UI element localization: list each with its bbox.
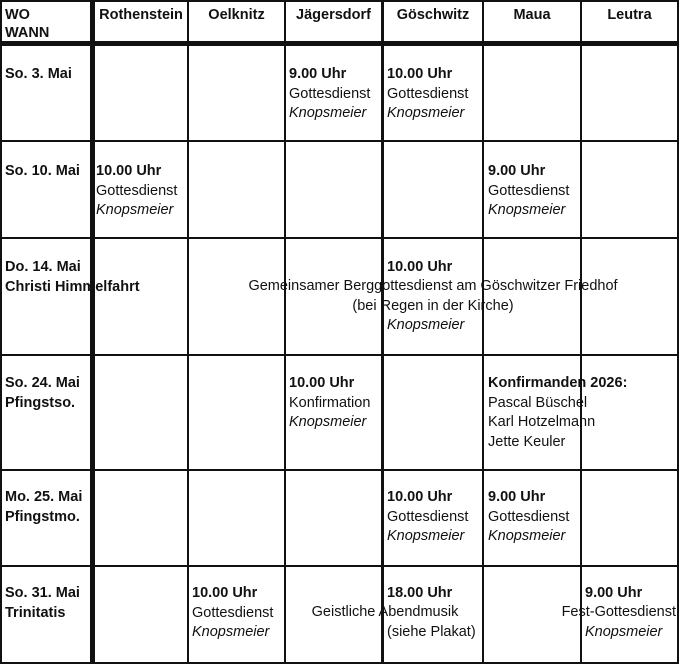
service-entry (289, 374, 370, 433)
confirmands-list (488, 374, 627, 452)
row-divider (0, 469, 679, 471)
service-time: 9.00 Uhr (488, 163, 546, 179)
service-time: 10.00 Uhr (387, 489, 453, 505)
row-date: So. 10. Mai (5, 163, 80, 179)
row-date-line: So. 24. Mai (5, 375, 80, 391)
service-person: Knopsmeier (488, 202, 566, 218)
row-divider (0, 354, 679, 356)
service-entry (96, 162, 177, 221)
row-date-line: Do. 14. Mai (5, 259, 81, 275)
service-person: Knopsmeier (585, 624, 663, 640)
service-person: Knopsmeier (488, 528, 566, 544)
row-date: So. 3. Mai (5, 66, 72, 82)
row-date-line: So. 31. Mai (5, 585, 80, 601)
service-entry (387, 65, 468, 124)
service-time: 10.00 Uhr (192, 585, 258, 601)
service-time: 10.00 Uhr (96, 163, 162, 179)
service-time: 9.00 Uhr (289, 66, 347, 82)
row-date (5, 258, 140, 297)
service-type: Geistliche Abendmusik (311, 604, 459, 620)
row-divider (0, 237, 679, 239)
service-person: Knopsmeier (192, 624, 270, 640)
service-type: Fest-Gottesdienst (561, 604, 676, 620)
service-entry (387, 488, 468, 547)
row-date (5, 488, 82, 527)
service-type: Gottesdienst (387, 85, 469, 102)
service-type: Gottesdienst (488, 182, 570, 199)
service-entry (192, 584, 273, 643)
header-wo: WO (5, 7, 30, 23)
service-person: Knopsmeier (387, 105, 465, 121)
service-person: Knopsmeier (387, 528, 465, 544)
service-person: Knopsmeier (387, 317, 465, 333)
row-holiday: Pfingstmo. (5, 508, 80, 525)
column-header-maua: Maua (513, 7, 551, 23)
row-divider (0, 565, 679, 567)
header-rule (0, 41, 679, 46)
border-top (0, 0, 679, 2)
service-type: Gottesdienst (96, 182, 178, 199)
confirmands-title: Konfirmanden 2026: (488, 375, 628, 391)
header-corner (5, 6, 49, 42)
service-type: Gottesdienst (289, 85, 371, 102)
service-time: 10.00 Uhr (289, 375, 355, 391)
service-type: Gottesdienst (488, 508, 570, 525)
service-type: Konfirmation (289, 394, 371, 411)
service-type: Gottesdienst (192, 604, 274, 621)
column-header-leutra: Leutra (607, 7, 652, 23)
column-header-jaegersdorf: Jägersdorf (296, 7, 371, 23)
column-header-oelknitz: Oelknitz (208, 7, 265, 23)
service-person: Knopsmeier (289, 105, 367, 121)
service-time: 9.00 Uhr (585, 585, 643, 601)
row-divider (0, 140, 679, 142)
row-date (5, 374, 80, 413)
service-time: 9.00 Uhr (488, 489, 546, 505)
service-time: 18.00 Uhr (387, 585, 453, 601)
service-entry (488, 162, 569, 221)
row-date (5, 584, 80, 623)
border-bottom (0, 662, 679, 664)
column-header-rothenstein: Rothenstein (99, 7, 183, 23)
spanning-note-line: Gemeinsamer Berggottesdienst am Göschwitzer Friedhof (248, 278, 618, 294)
service-entry (488, 488, 569, 547)
confirmand-name: Pascal Büschel (488, 394, 588, 411)
spanning-note-line: (bei Regen in der Kirche) (352, 297, 514, 314)
service-type: Gottesdienst (387, 508, 469, 525)
service-time: 10.00 Uhr (387, 66, 453, 82)
service-note: (siehe Plakat) (387, 624, 476, 640)
column-header-goeschwitz: Göschwitz (396, 7, 470, 23)
service-person: Knopsmeier (289, 414, 367, 430)
service-person: Knopsmeier (96, 202, 174, 218)
service-entry (289, 65, 370, 124)
service-time: 10.00 Uhr (387, 259, 453, 275)
row-holiday: Pfingstso. (5, 394, 76, 411)
confirmand-name: Karl Hotzelmann (488, 414, 596, 430)
confirmand-name: Jette Keuler (488, 433, 566, 450)
row-date-line: Mo. 25. Mai (5, 489, 83, 505)
header-wann: WANN (5, 25, 50, 41)
spanning-note (189, 277, 677, 316)
row-holiday: Christi Himmelfahrt (5, 278, 140, 295)
row-holiday: Trinitatis (5, 604, 66, 621)
